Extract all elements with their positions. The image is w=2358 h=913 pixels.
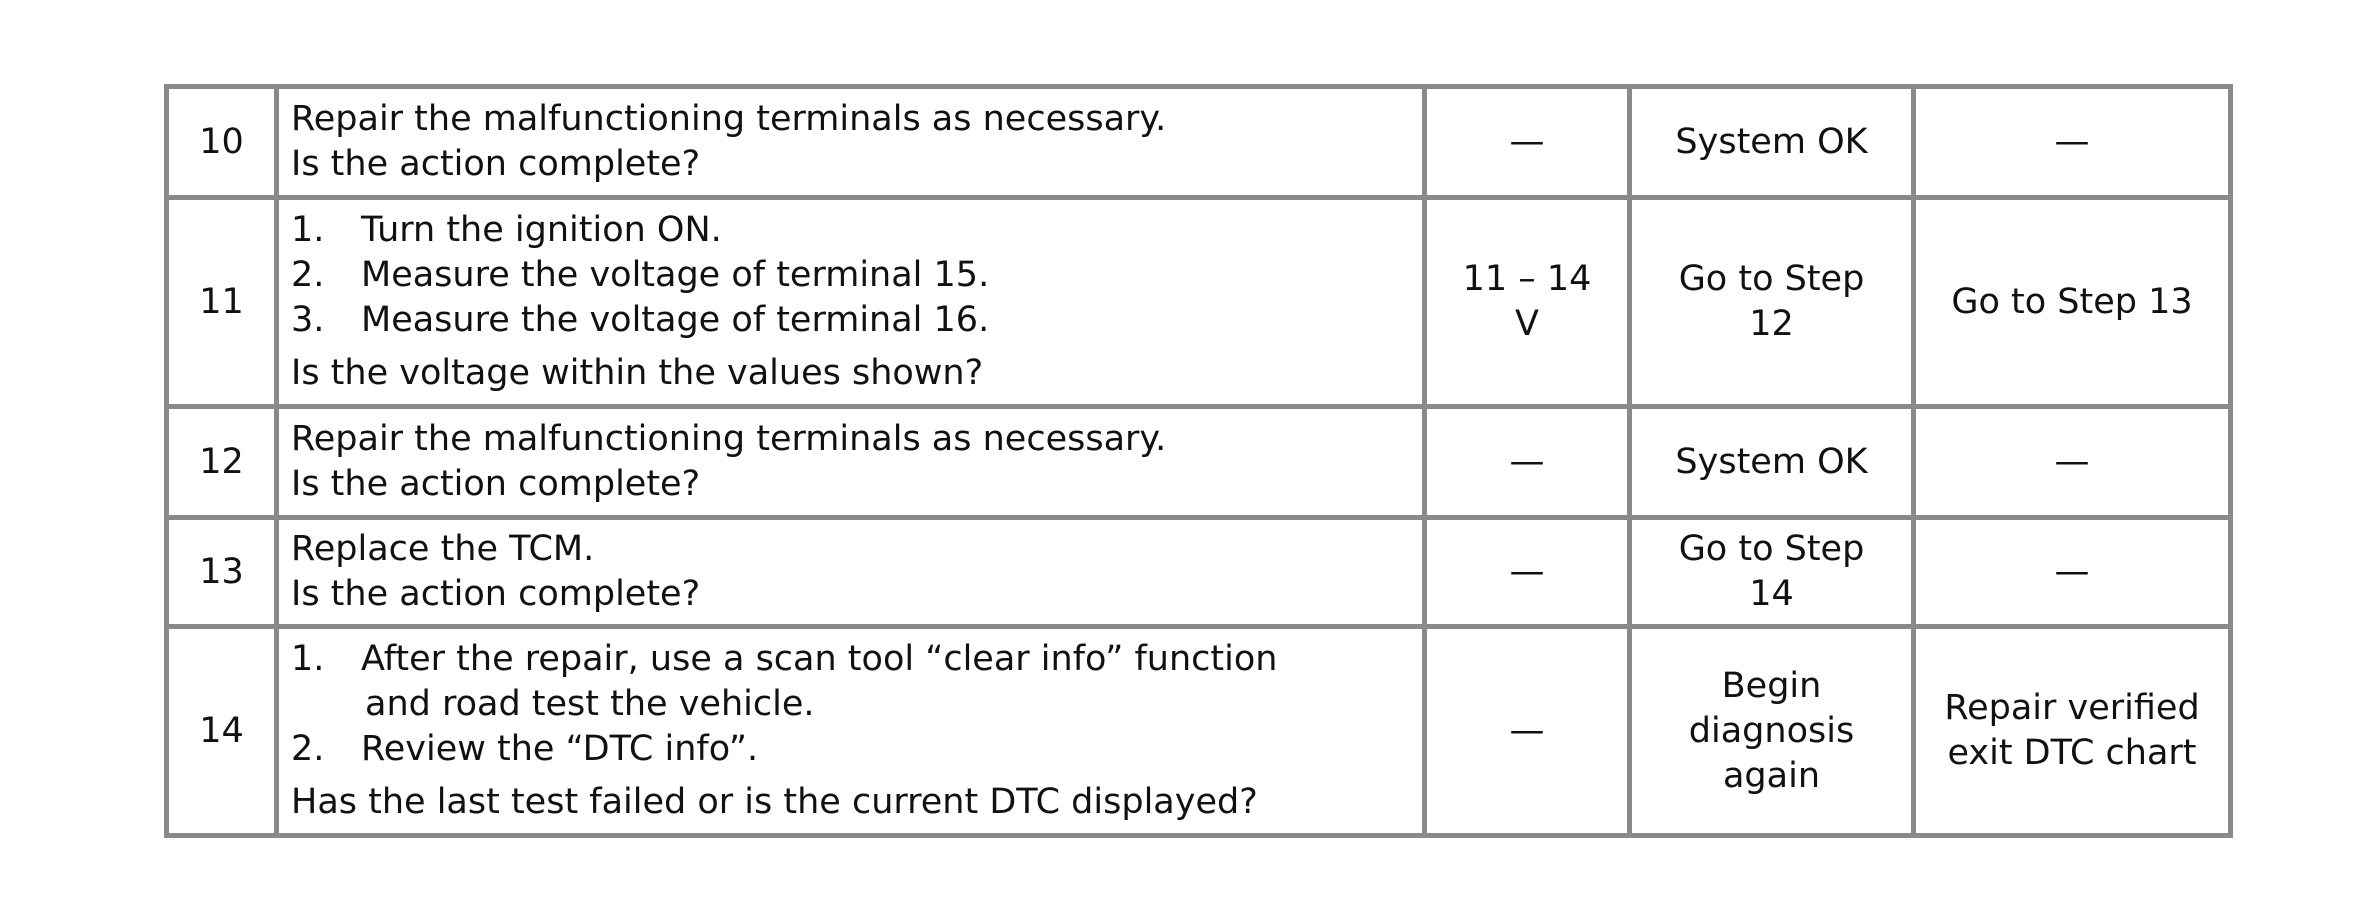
action-steps-list (291, 637, 1410, 772)
diagnostic-table (164, 84, 2233, 838)
list-item (291, 298, 1410, 343)
list-number: 2. (291, 729, 325, 769)
list-text: Measure the voltage of terminal 16. (361, 300, 990, 340)
list-text: Turn the ignition ON. (361, 210, 722, 250)
value-cell: — (1425, 518, 1630, 627)
yes-text: 14 (1749, 574, 1794, 614)
no-cell: — (1914, 87, 2231, 198)
action-cell (277, 87, 1425, 198)
list-item (291, 208, 1410, 253)
action-text: Repair the malfunctioning terminals as necessary. (291, 419, 1167, 459)
no-cell: Go to Step 13 (1914, 198, 2231, 407)
yes-text: diagnosis (1688, 710, 1855, 751)
step-number: 11 (167, 198, 277, 407)
list-text-continued: and road test the vehicle. (365, 684, 815, 724)
action-question: Is the action complete? (291, 144, 701, 184)
step-number: 14 (167, 627, 277, 836)
no-cell (1914, 627, 2231, 836)
step-number: 10 (167, 87, 277, 198)
list-text: Review the “DTC info”. (361, 729, 759, 769)
action-steps-list (291, 208, 1410, 343)
step-number: 12 (167, 407, 277, 518)
action-text: Replace the TCM. (291, 529, 595, 569)
yes-cell (1630, 518, 1914, 627)
no-cell: — (1914, 518, 2231, 627)
value-cell: — (1425, 627, 1630, 836)
value-text: 11 – 14 (1462, 259, 1592, 299)
yes-text: 12 (1749, 304, 1794, 344)
table-row (167, 198, 2231, 407)
action-question: Has the last test failed or is the current DTC displayed? (291, 782, 1258, 822)
yes-text: again (1722, 755, 1821, 796)
table-row (167, 87, 2231, 198)
list-number: 2. (291, 255, 325, 295)
action-question: Is the voltage within the values shown? (291, 353, 984, 393)
value-cell (1425, 198, 1630, 407)
yes-text: Go to Step (1678, 529, 1865, 569)
yes-text: Begin (1721, 665, 1822, 706)
no-text: exit DTC chart (1947, 733, 2197, 773)
action-cell (277, 627, 1425, 836)
table-row (167, 627, 2231, 836)
table-row (167, 518, 2231, 627)
action-question: Is the action complete? (291, 574, 701, 614)
yes-cell (1630, 198, 1914, 407)
step-number: 13 (167, 518, 277, 627)
list-item (291, 253, 1410, 298)
value-unit: V (1515, 304, 1539, 344)
action-cell (277, 518, 1425, 627)
action-question: Is the action complete? (291, 464, 701, 504)
value-cell: — (1425, 87, 1630, 198)
yes-cell: System OK (1630, 407, 1914, 518)
table-row (167, 407, 2231, 518)
yes-text: Go to Step (1678, 259, 1865, 299)
no-cell: — (1914, 407, 2231, 518)
no-text: Repair verified (1944, 688, 2200, 728)
list-item (291, 637, 1410, 727)
value-cell: — (1425, 407, 1630, 518)
yes-cell: System OK (1630, 87, 1914, 198)
action-cell (277, 198, 1425, 407)
yes-cell (1630, 627, 1914, 836)
list-number: 1. (291, 639, 325, 679)
list-text: After the repair, use a scan tool “clear info” function (361, 639, 1278, 679)
list-number: 1. (291, 210, 325, 250)
list-item (291, 727, 1410, 772)
list-number: 3. (291, 300, 325, 340)
action-cell (277, 407, 1425, 518)
action-text: Repair the malfunctioning terminals as necessary. (291, 99, 1167, 139)
list-text: Measure the voltage of terminal 15. (361, 255, 990, 295)
